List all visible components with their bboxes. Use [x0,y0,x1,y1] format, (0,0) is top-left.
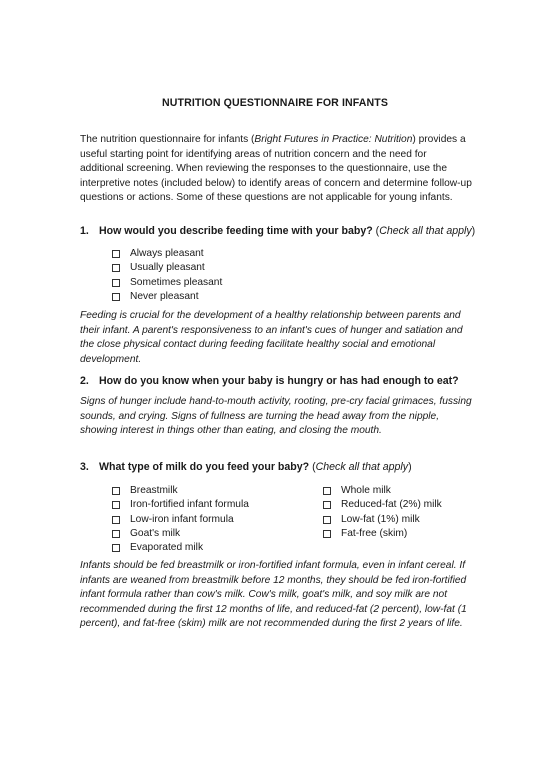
option-breastmilk[interactable] [112,484,249,498]
option-label: Whole milk [341,485,391,496]
option-low-fat-milk[interactable] [323,513,442,527]
page-title: NUTRITION QUESTIONNAIRE FOR INFANTS [162,97,388,109]
checkbox[interactable] [112,501,120,509]
question-3-hint-close: ) [408,461,412,473]
option-whole-milk[interactable] [323,484,442,498]
intro-paragraph [80,133,472,206]
question-1-options [112,247,222,304]
checkbox[interactable] [112,487,120,495]
checkbox[interactable] [112,250,120,258]
option-label: Low-iron infant formula [130,513,234,525]
option-label: Usually pleasant [130,262,205,274]
question-1-text: How would you describe feeding time with your baby? [99,225,373,237]
checkbox[interactable] [323,487,331,495]
question-1-hint-close: ) [471,225,476,237]
option-reduced-fat-milk[interactable] [323,498,442,512]
question-2-text: How do you know when your baby is hungry or has had enough to eat? [99,375,459,387]
checkbox[interactable] [112,544,120,552]
intro-text-before: The nutrition questionnaire for infants ( [80,134,255,145]
checkbox[interactable] [323,530,331,538]
question-3-text: What type of milk do you feed your baby? [99,461,310,473]
option-label: Fat-free (skim) [341,527,408,539]
question-2 [80,374,480,388]
option-low-iron-formula[interactable] [112,513,249,527]
option-fat-free-milk[interactable] [323,527,442,541]
question-3-hint: Check all that apply [315,461,409,473]
intro-text-after: ) provides a useful starting point for identifying areas of nutrition concern and the need for additional screening. When reviewing the responses to the questionnaire, use the interpretive notes (included below) to identify areas of concern and determine follow-up questions or actions. Some of these questions are not applicable for young infants. [80,134,472,204]
question-1 [80,224,480,238]
option-label: Reduced-fat (2%) milk [341,499,442,511]
question-1-note: Feeding is crucial for the development of a healthy relationship between parents and their infant. A parent's responsiveness to an infant's cues of hunger and satiation and the close physical contact during feeding facilitate healthy social and emotional development. [80,310,463,365]
checkbox[interactable] [323,501,331,509]
question-1-hint: Check all that apply [379,225,472,237]
checkbox[interactable] [112,530,120,538]
checkbox[interactable] [112,279,120,287]
question-1-number: 1. [80,225,89,237]
question-3-options-left [112,484,249,555]
question-2-note: Signs of hunger include hand-to-mouth activity, rooting, pre-cry facial grimaces, fussing sounds, and crying. Signs of fullness are turning the head away from the nipple, showing interest in things other than eating, and closing the mouth. [80,396,472,437]
option-label: Low-fat (1%) milk [341,513,420,525]
option-label: Goat's milk [130,527,181,539]
option-label: Iron-fortified infant formula [130,499,249,511]
option-never-pleasant[interactable] [112,290,222,304]
question-3-note: Infants should be fed breastmilk or iron-fortified infant formula, even in infant cereal. If infants are weaned from breastmilk before 12 months, they should be fed iron-fortified infant formula rather than cow's milk. Cow's milk, goat's milk, and soy milk are not recommended during the first 12 months of life, and reduced-fat (2 percent), low-fat (1 percent), and fat-free (skim) milk are not recommended during the first 2 years of life. [80,560,467,630]
intro-text-italic: Bright Futures in Practice: Nutrition [254,134,413,145]
question-3-hint-open: ( [309,461,316,473]
option-usually-pleasant[interactable] [112,261,222,275]
checkbox[interactable] [112,264,120,272]
option-sometimes-pleasant[interactable] [112,276,222,290]
option-iron-fortified-formula[interactable] [112,498,249,512]
checkbox[interactable] [112,516,120,524]
question-3-number: 3. [80,461,89,473]
option-always-pleasant[interactable] [112,247,222,261]
option-label: Sometimes pleasant [130,276,223,288]
option-label: Never pleasant [130,290,199,302]
checkbox[interactable] [112,293,120,301]
option-label: Always pleasant [130,248,204,259]
question-3 [80,460,480,474]
question-3-options-right [323,484,442,541]
option-label: Evaporated milk [130,542,204,554]
question-2-number: 2. [80,375,89,387]
checkbox[interactable] [323,516,331,524]
option-evaporated-milk[interactable] [112,541,249,555]
option-label: Breastmilk [130,485,178,496]
option-goats-milk[interactable] [112,527,249,541]
question-1-hint-open: ( [372,225,380,237]
